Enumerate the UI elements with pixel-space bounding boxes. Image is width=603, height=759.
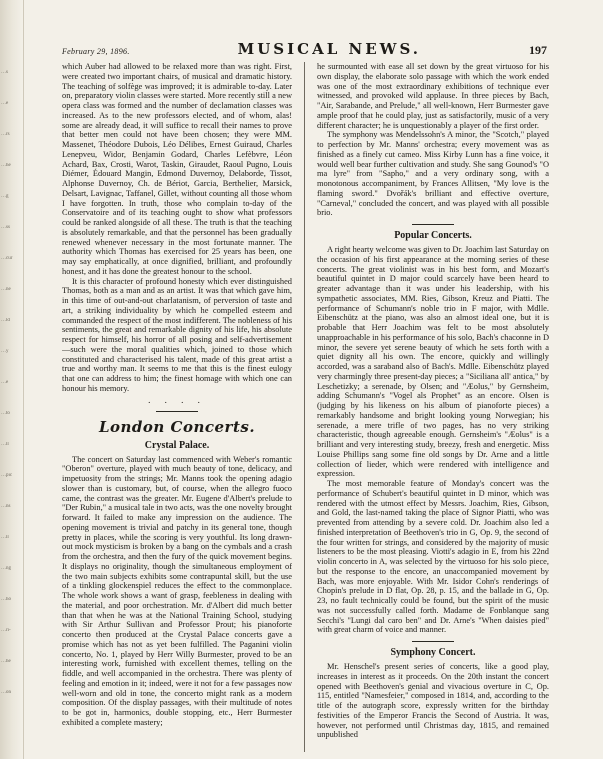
binding-margin-fragment: …ne (1, 287, 11, 292)
binding-margin-fragment: …y (1, 349, 9, 354)
section-break-dots: . . . . (148, 394, 206, 405)
binding-margin-fragment: …ll (1, 535, 9, 540)
binding-margin-fragment: …to (1, 411, 10, 416)
article-paragraph: The symphony was Mendelssohn's A minor, the "Scotch," played to perfection by Mr. Manns' orchestra; every movement was as finished as a finely cut cameo. Miss Kirby Lunn has a fine voice, it would well bear further cultivation and study. She sang Gounod's "O ma lyre" from "Sapho," and a very ordinary song, with a monotonous accompaniment, by Frances Allitsen, "My love is the flaming sword." Dvořák's brilliant and effective overture, "Carneval," concluded the concert, and was played with all possible brio. (317, 130, 549, 218)
binding-margin-fragment: …s (1, 70, 8, 75)
binding-margin-fragment: …he (1, 163, 11, 168)
article-paragraph: A right hearty welcome was given to Dr. Joachim last Saturday on the occasion of his first appearance at the morning series of these concerts. The great violinist was in his best form, and Mozart's beautiful quintet in D major could scarcely have been heard to greater advantage than it was under his leadership, with his sympathetic associates, MM. Ries, Gibson, Kreuz and Piatti. The performance of Schumann's noble trio in F major, with Mdlle. Eibenschütz at the piano, was also an almost ideal one, but it is probable that Herr Joachim was felt to be most absolutely unapproachable in his performance of his solo, Bach's chaconne in D minor, the severe yet serene beauty of which he sets forth with a quiet dignity all his own. The encore, quickly and willingly accorded, was a saraband also of Bach's. Mdlle. Eibenschütz played very charmingly three present-day pieces; a "Siciliana all' antica," by Leschetizky; a serenade, by Olsen; and "Æolus," by Gernsheim, adding Schumann's "Vogel als Prophet" as an encore. Olsen is (judging by his likeness on his album of pianoforte pieces) a remarkably handsome and bright looking young Norwegian; his serenade, a mere trifle of two pages, has no very striking characteristic, though agreeable enough. Gernsheim's "Æolus" is a brilliant and very interesting study, breezy, fresh and energetic. Miss Louise Phillips sang some fine old songs by Dr. Arne and a little collection of lieder, which were rendered with intelligence and expression. (317, 245, 549, 479)
binding-margin-fragment: …pic (1, 473, 13, 478)
binding-margin-fragment: …e (1, 380, 9, 385)
binding-margin-fragment: …ho (1, 597, 11, 602)
right-column (317, 62, 549, 752)
heading-crystal-palace: Crystal Palace. (144, 439, 210, 451)
section-divider (412, 641, 454, 642)
heading-popular-concerts: Popular Concerts. (394, 230, 472, 241)
left-column (62, 62, 292, 752)
article-paragraph: Mr. Henschel's present series of concerts, like a good play, increases in interest as it proceeds. On the 20th instant the concert opened with Beethoven's genial and vivacious overture in C, Op. 115, entitled "Namesfeier," composed in 1814, and, according to the title of the autograph score, expressly written for the birthday festivities of the Emperor Francis the Second of Austria. It was, however, not performed until Christmas day, 1815, and remained unpublished (317, 662, 549, 740)
article-paragraph: which Auber had allowed to be relaxed more than was right. First, were created two important chairs, of musical and dramatic history. The teaching of solfège was improved; it is admirable to-day. Later on, preparatory violin classes were started. More recently still a new opera class was formed and the number of declamation classes was increased. As to the new professors elected, and of whom, alas! some are already dead, it will suffice to recall their names to prove that better men could not have been chosen; they were MM. Massenet, Théodore Dubois, Léo Délibes, Ernest Guiraud, Charles Lenepveu, Widor, Benjamin Godard, Charles Lefèbvre, Léon Achard, Bax, Crosti, Warot, Taskin, Giraudet, Raoul Pugno, Louis Diémer, Édouard Mangin, Edmond Duvernoy, Delaborde, Tissot, Alphonse Duvernoy, Ch. de Bériot, Garcia, Berthelier, Marsick, Delsart, Lavignac, Taffanel, Gillet, without counting all those whom I have forgotten. In truth, those who complain to-day of the Conservatoire and of its teaching ought to show what professors could be ranked alongside of all these. The truth is that the teaching is absolutely remarkable, and that the personnel has been gradually renewed whenever necessary in the most fortunate manner. The authority which Thomas has exercised for 25 years has been, one may say emphatically, at once dignified, brilliant, and profoundly honest, and it has done the greatest honour to the school. (62, 62, 292, 276)
heading-symphony-concert: Symphony Concert. (390, 647, 476, 658)
section-divider (156, 411, 198, 412)
binding-margin-fragment: …ri- (1, 628, 11, 633)
binding-margin-fragment: …g (1, 194, 9, 199)
binding-margin-fragment: …cur (1, 256, 13, 261)
header-date: February 29, 1896. (62, 47, 130, 56)
page-header (62, 40, 547, 58)
article-paragraph: he surmounted with ease all set down by the great virtuoso for his own display, the elaborate solo passage with which the work ended was one of the most extraordinary exhibitions of technique ever witnessed, and provoked wild applause. In three pieces by Bach, "Air, Sarabande, and Prelude," all well-known, Herr Burmester gave ample proof that he could play, just as satisfactorily, music of a very different character; he is unquestionably a player of the first order. (317, 62, 549, 130)
binding-margin-fragment: …he (1, 659, 11, 664)
binding-margin-fragment: …ld (1, 318, 10, 323)
article-paragraph: The most memorable feature of Monday's concert was the performance of Schubert's beautiful quintet in D minor, which was rendered with the utmost effect by Messrs. Joachim, Ries, Gibson, and Gold, the last-named taking the place of Signor Piatti, who was prevented from attending by a severe cold. Dr. Joachim also led a finished interpretation of Beethoven's trio in G, Op. 9, the second of the four written for strings, and considered by the majority of music listeners to be the most pleasing. Viotti's adagio in E, from his 22nd violin concerto in A, was selected by the virtuoso for his solo piece, but the response to the encore, an unaccompanied movement by Bach, was more enjoyable. With Mr. Isidor Cohn's renderings of Chopin's prelude in D flat, Op. 28, p. 15, and the ballade in G, Op. 23, no fault technically could be found, but the spirit of the music was not successfully called forth. Madame de Fonblanque sang Secchi's "Lungi dal caro ben" and Dr. Arne's "When daisies pied" with great charm of voice and manner. (317, 479, 549, 635)
masthead-title: MUSICAL NEWS. (237, 40, 421, 58)
binding-margin-fragment: …ng (1, 566, 11, 571)
article-paragraph: The concert on Saturday last commenced with Weber's romantic "Oberon" overture, played with much beauty of tone, delicacy, and impetuosity from the strings; Mr. Manns took the opening adagio slower than is customary, but, of course, when the allegro fuoco came, the contrast was the greater. Mr. Eugene d'Albert's prelude to "Der Rubin," a musical tale in two acts, was the one novelty brought forward. It failed to make any impression on the audience. The opening movement is trivial and patchy in its general tone, though pretty in places, while the scoring is very youthful. Its long drawn-out mock mysticism is broken by a bang on the cymbals and a crash from the orchestra, and then the fury of the quick movement begins. It displays no originality, though the simultaneous employment of the two main subjects exhibits some contrapuntal skill, but the use of a tinkling glockenspiel reduces the effect to the commonplace. The whole work shows a want of grasp, feebleness in dealing with the material, and poor orchestration. Mr. d'Albert did much better than that when he was at the National Training School, studying with Sir Arthur Sullivan and Professor Prout; his pianoforte concerto then produced at the Crystal Palace concerts gave a promise which has not as yet been fulfilled. The Paganini violin concerto, No. 1, played by Herr Willy Burmester, proved to be an interesting work, furnished with excellent themes, telling on the fiddle, and well accompanied in the orchestra. There was plenty of feeling and emotion in it; indeed, were it not for a few passages now well-worn and old in tone, the concerto might rank as a modern composition. Of the display passages, with their multitude of notes to be got in, harmonics, double stopping, etc., Herr Burmester exhibited a complete mastery; (62, 454, 292, 727)
article-paragraph: It is this character of profound honesty which ever distinguished Thomas, both as a man and as an artist. It was that which gave him, in this time of out-and-out charlatanism, of perversion of taste and art, a striking individuality by which he compelled esteem and commanded the respect of the most indifferent. The nobleness of his sentiments, the great and remarkable dignity of his life, his absolute respect for himself, his horror of all posing and self-advertisement—such were the moral qualities which, joined to those which constituted and characterised his talent, made of this great artist a true and worthy man. It seems to me that this is the finest eulogy that one can address to him; the finest homage with which one can honour his memory. (62, 276, 292, 393)
section-divider (412, 224, 454, 225)
section-heading-london-concerts: London Concerts. (98, 417, 256, 436)
binding-margin-fragment: …ll (1, 442, 9, 447)
binding-margin-fragment: …on (1, 690, 11, 695)
column-divider (304, 62, 305, 752)
binding-margin-fragment: …ss (1, 225, 10, 230)
page-number: 197 (528, 43, 547, 57)
binding-margin-fragment: …ns (1, 504, 11, 509)
binding-margin-fragment: …e (1, 101, 9, 106)
binding-margin-fragment: …rs (1, 132, 10, 137)
